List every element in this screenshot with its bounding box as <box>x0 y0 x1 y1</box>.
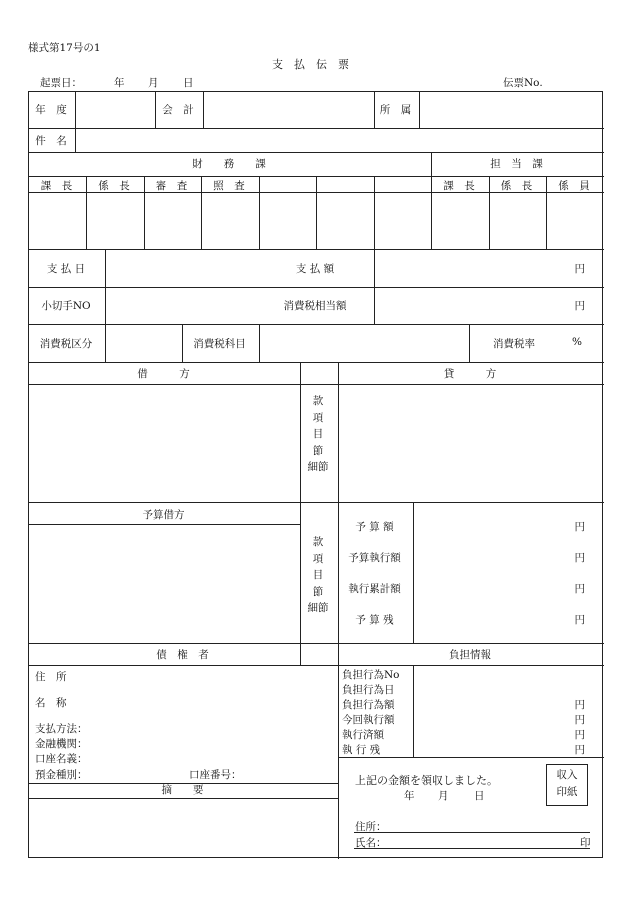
page-title: 支 払 伝 票 <box>272 58 349 71</box>
burden-date-label: 負担行為日 <box>342 684 395 696</box>
receipt-text: 上記の金額を領収しました。 <box>355 774 498 787</box>
bank-label: 金融機関： <box>35 738 88 750</box>
budget-yen-4: 円 <box>574 614 585 626</box>
creditor-header: 債 権 者 <box>156 649 209 661</box>
burden-no-label: 負担行為No <box>342 669 400 681</box>
issue-month-label: 月 <box>148 77 159 89</box>
current-execution-label: 今回執行額 <box>342 714 395 726</box>
subject-field[interactable] <box>75 128 603 151</box>
budget-yen-3: 円 <box>574 583 585 595</box>
approval-col-section-chief: 課 長 <box>40 180 73 192</box>
budget-yen-2: 円 <box>574 552 585 564</box>
burden-yen-1: 円 <box>574 699 585 711</box>
burden-yen-2: 円 <box>574 714 585 726</box>
receipt-day-label: 日 <box>474 790 485 802</box>
pay-amount-yen: 円 <box>574 263 585 275</box>
tax-equiv-label: 消費税相当額 <box>283 300 347 312</box>
creditor-name-label: 名 称 <box>35 697 67 709</box>
revenue-stamp-line-1: 収入 <box>556 769 578 781</box>
revenue-stamp-box <box>546 764 588 806</box>
pay-method-label: 支払方法： <box>35 723 88 735</box>
tax-class-label: 消費税区分 <box>39 338 93 350</box>
budget-executed-label: 予算執行額 <box>348 552 401 564</box>
charge-col-subsection-chief: 係 長 <box>500 180 533 192</box>
account-label: 会 計 <box>162 104 194 116</box>
summary-header: 摘 要 <box>161 784 204 796</box>
receipt-name-label: 氏名： <box>355 837 387 849</box>
voucher-no-label: 伝票No. <box>503 77 543 89</box>
approval-col-subsection-chief: 係 長 <box>98 180 130 192</box>
check-no-label: 小切手NO <box>41 300 91 312</box>
issue-date-label: 起票日： <box>40 77 82 89</box>
pay-date-label: 支 払 日 <box>46 263 86 275</box>
receipt-year-label: 年 <box>404 790 415 802</box>
receipt-month-label: 月 <box>438 790 449 802</box>
account-field[interactable] <box>203 92 373 127</box>
creditor-address-label: 住 所 <box>35 671 67 683</box>
fiscal-year-field[interactable] <box>75 92 155 127</box>
burden-yen-4: 円 <box>574 744 585 756</box>
charge-col-staff: 係 員 <box>558 180 590 192</box>
seal-mark: 印 <box>580 837 591 849</box>
pay-amount-label: 支 払 額 <box>295 263 335 275</box>
charge-col-section-chief: 課 長 <box>443 180 475 192</box>
burden-header: 負担情報 <box>449 649 491 661</box>
account-holder-label: 口座名義： <box>35 753 88 765</box>
budget-yen-1: 円 <box>574 521 585 533</box>
revenue-stamp-line-2: 印紙 <box>556 786 578 798</box>
credit-header: 貸 方 <box>443 368 497 380</box>
deposit-type-label: 預金種別： <box>35 769 88 781</box>
execution-remaining-label: 執 行 残 <box>342 744 381 756</box>
classification-column-1: 款 項 目 節 細節 <box>307 395 329 473</box>
in-charge-dept-header: 担 当 課 <box>490 158 543 170</box>
budget-cumulative-label: 執行累計額 <box>348 583 401 595</box>
tax-equiv-yen: 円 <box>574 300 585 312</box>
subject-label: 件 名 <box>35 135 67 147</box>
debit-header: 借 方 <box>137 368 190 380</box>
issue-day-label: 日 <box>183 77 194 89</box>
classification-column-2: 款 項 目 節 細節 <box>307 536 329 614</box>
fiscal-year-label: 年 度 <box>35 104 67 116</box>
budget-remaining-label: 予 算 残 <box>355 614 394 626</box>
executed-amount-label: 執行済額 <box>342 729 384 741</box>
budget-amount-label: 予 算 額 <box>355 521 394 533</box>
budget-debit-header: 予算借方 <box>142 509 185 521</box>
form-number: 様式第17号の1 <box>28 42 101 54</box>
receipt-address-label: 住所： <box>355 821 387 833</box>
tax-rate-percent: % <box>572 336 582 348</box>
department-label: 所 属 <box>379 104 412 116</box>
tax-item-label: 消費税科目 <box>193 338 246 350</box>
approval-col-review: 審 査 <box>155 180 188 192</box>
finance-dept-header: 財 務 課 <box>192 158 266 170</box>
burden-yen-3: 円 <box>574 729 585 741</box>
approval-col-check: 照 査 <box>213 180 245 192</box>
burden-amount-label: 負担行為額 <box>342 699 395 711</box>
department-field[interactable] <box>419 92 603 127</box>
issue-year-label: 年 <box>114 77 125 89</box>
account-no-label: 口座番号： <box>189 769 242 781</box>
tax-rate-label: 消費税率 <box>493 338 535 350</box>
